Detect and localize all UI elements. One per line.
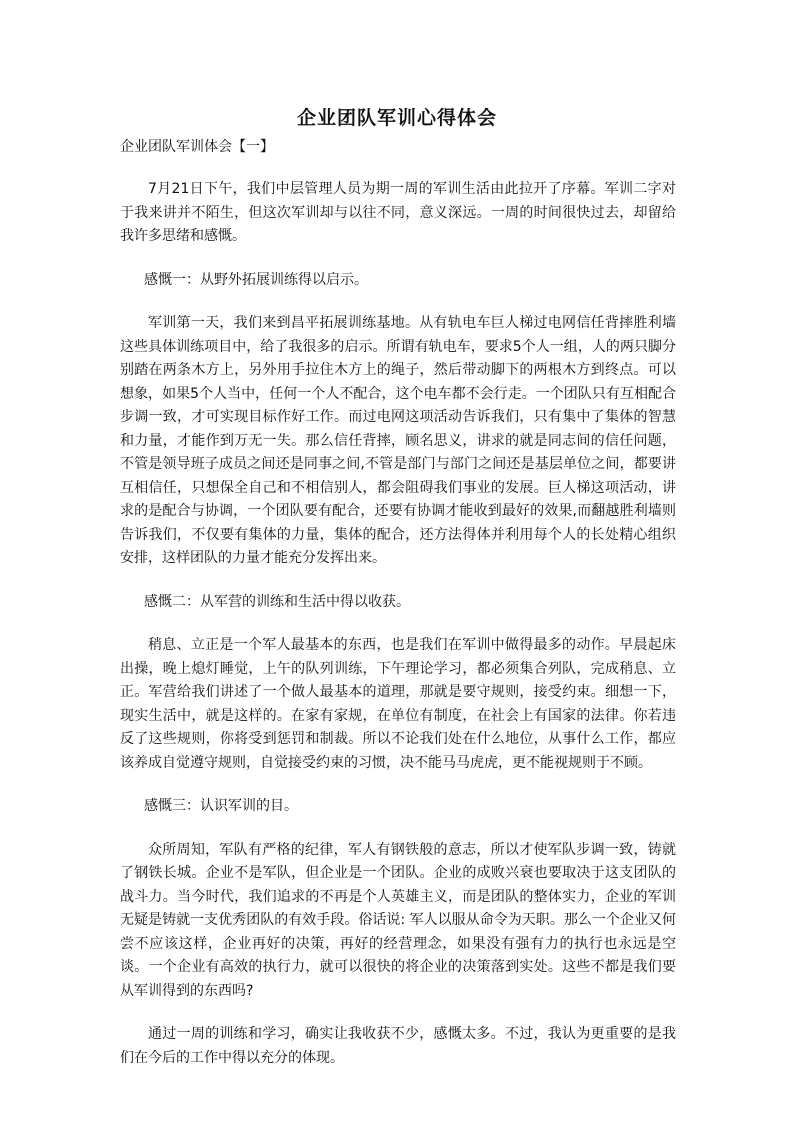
paragraph-section-2: 稍息、立正是一个军人最基本的东西，也是我们在军训中做得最多的动作。早晨起床出操，晚上熄灯睡觉，上午的队列训练，下午理论学习，都必须集合列队，完成稍息、立正。军营给我们讲述了一个做人最基本的道理，那就是要守规则，接受约束。细想一下，现实生活中，就是这样的。在家有家规，在单位有制度，在社会上有国家的法律。你若违反了这些规则，你将受到惩罚和制裁。所以不论我们处在什么地位，从事什么工作，都应该养成自觉遵守规则，自觉接受约束的习惯，决不能马马虎虎，更不能视规则于不顾。 xyxy=(120,637,676,771)
section-heading-1: 感慨一：从野外拓展训练得以启示。 xyxy=(144,271,368,288)
paragraph-conclusion: 通过一周的训练和学习，确实让我收获不少，感慨太多。不过，我认为更重要的是我们在今后的工作中得以充分的体现。 xyxy=(120,1026,676,1066)
document-subtitle: 企业团队军训体会【一】 xyxy=(120,139,274,155)
document-title: 企业团队军训心得体会 xyxy=(296,107,497,129)
section-heading-2: 感慨二：从军营的训练和生活中得以收获。 xyxy=(144,593,410,610)
section-heading-3: 感慨三：认识军训的目。 xyxy=(144,798,298,814)
paragraph-section-3: 众所周知，军队有严格的纪律，军人有钢铁般的意志，所以才使军队步调一致，铸就了钢铁长城。企业不是军队，但企业是一个团队。企业的成败兴衰也要取决于这支团队的战斗力。当今时代，我们追求的不再是个人英雄主义，而是团队的整体实力，企业的军训无疑是铸就一支优秀团队的有效手段。俗话说: 军人以服从命令为天职。那么一个企业又何尝不应该这样，企业再好的决策，再好的经营理念，如果没有强有力的执行也永远是空谈。一个企业有高效的执行力，就可以很快的将企业的决策落到实处。这些不都是我们要从军训得到的东西吗? xyxy=(120,841,676,999)
document-body xyxy=(120,178,676,1090)
paragraph-section-1: 军训第一天，我们来到昌平拓展训练基地。从有轨电车巨人梯过电网信任背摔胜利墙这些具体训练项目中，给了我很多的启示。所谓有轨电车，要求5个人一组，人的两只脚分别踏在两条木方上，另外用手拉住木方上的绳子，然后带动脚下的两根木方到终点。可以想象，如果5个人当中，任何一个人不配合，这个电车都不会行走。一个团队只有互相配合步调一致，才可实现目标作好工作。而过电网这项活动告诉我们，只有集中了集体的智慧和力量，才能作到万无一失。那么信任背摔，顾名思义，讲求的就是同志间的信任问题，不管是领导班子成员之间还是同事之间,不管是部门与部门之间还是基层单位之间，都要讲互相信任，只想保全自己和不相信别人，都会阻碍我们事业的发展。巨人梯这项活动，讲求的是配合与协调，一个团队要有配合，还要有协调才能收到最好的效果,而翻越胜利墙则告诉我们，不仅要有集体的力量，集体的配合，还方法得体并利用每个人的长处精心组织安排，这样团队的力量才能充分发挥出来。 xyxy=(120,315,676,566)
paragraph-intro: 7月21日下午，我们中层管理人员为期一周的军训生活由此拉开了序幕。军训二字对于我来讲并不陌生，但这次军训却与以往不同，意义深远。一周的时间很快过去，却留给我许多思绪和感慨。 xyxy=(120,181,676,244)
